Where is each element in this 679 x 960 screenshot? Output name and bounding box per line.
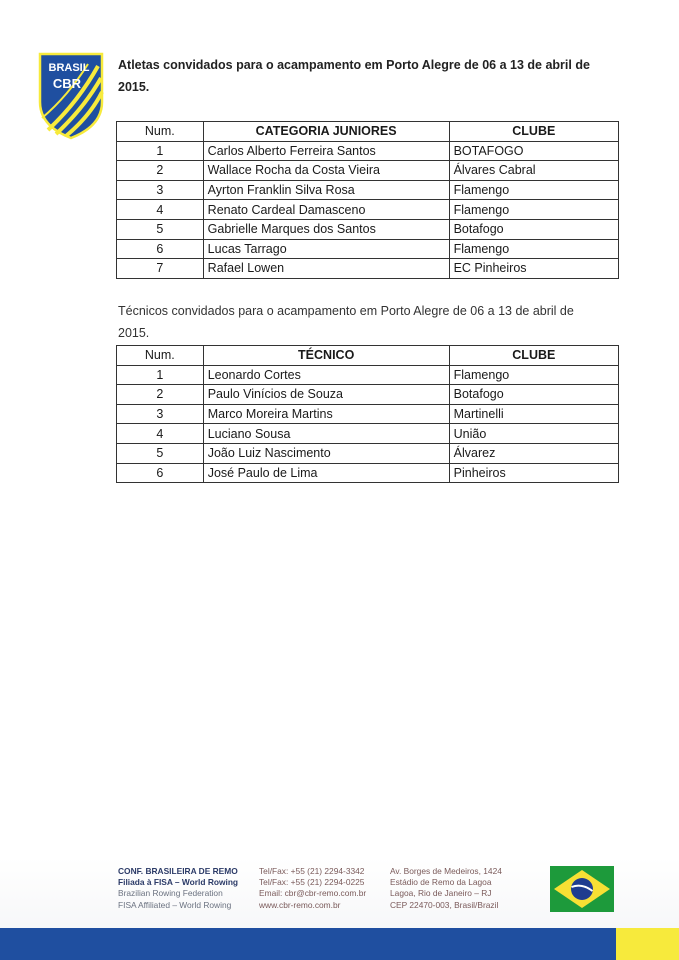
table-row: [117, 180, 619, 200]
coaches-table: [116, 345, 619, 483]
row-name: Lucas Tarrago: [203, 239, 449, 259]
table-row: [117, 200, 619, 220]
table-row: [117, 443, 619, 463]
row-club: Martinelli: [449, 404, 618, 424]
header-club: CLUBE: [449, 346, 618, 366]
footer-affiliation: Filiada à FISA – World Rowing: [118, 877, 239, 888]
row-name: Rafael Lowen: [203, 259, 449, 279]
row-name: Ayrton Franklin Silva Rosa: [203, 180, 449, 200]
row-club: Botafogo: [449, 385, 618, 405]
row-num: 6: [117, 239, 204, 259]
header-coach: TÉCNICO: [203, 346, 449, 366]
row-club: EC Pinheiros: [449, 259, 618, 279]
row-num: 5: [117, 443, 204, 463]
table-row: [117, 424, 619, 444]
row-num: 4: [117, 200, 204, 220]
row-name: Leonardo Cortes: [203, 365, 449, 385]
table-row: [117, 219, 619, 239]
table-row: [117, 463, 619, 483]
header-club: CLUBE: [449, 122, 618, 142]
row-num: 4: [117, 424, 204, 444]
athletes-table: [116, 121, 619, 279]
footer-street: Av. Borges de Medeiros, 1424: [390, 866, 502, 876]
footer-address: [390, 866, 502, 911]
row-club: Álvarez: [449, 443, 618, 463]
table-row: [117, 141, 619, 161]
row-name: Carlos Alberto Ferreira Santos: [203, 141, 449, 161]
row-club: Flamengo: [449, 239, 618, 259]
row-club: BOTAFOGO: [449, 141, 618, 161]
row-club: Flamengo: [449, 200, 618, 220]
athletes-intro: Atletas convidados para o acampamento em Porto Alegre de 06 a 13 de abril de 2015.: [118, 58, 590, 94]
row-club: Flamengo: [449, 180, 618, 200]
row-num: 3: [117, 404, 204, 424]
footer-yellow-bar: [616, 928, 679, 960]
table-header-row: [117, 122, 619, 142]
row-num: 7: [117, 259, 204, 279]
header-num: Num.: [117, 122, 204, 142]
cbr-logo: [38, 52, 104, 140]
table-row: [117, 385, 619, 405]
header-num: Num.: [117, 346, 204, 366]
footer-org-info: [118, 866, 238, 911]
footer-postcode: CEP 22470-003, Brasil/Brazil: [390, 899, 499, 910]
row-num: 6: [117, 463, 204, 483]
footer-blue-bar: [0, 928, 616, 960]
row-num: 1: [117, 365, 204, 385]
row-name: João Luiz Nascimento: [203, 443, 449, 463]
row-club: Flamengo: [449, 365, 618, 385]
row-name: Luciano Sousa: [203, 424, 449, 444]
row-name: José Paulo de Lima: [203, 463, 449, 483]
row-num: 5: [117, 219, 204, 239]
row-club: Pinheiros: [449, 463, 618, 483]
footer-org-name-en: Brazilian Rowing Federation: [118, 888, 223, 899]
row-name: Renato Cardeal Damasceno: [203, 200, 449, 220]
row-club: Botafogo: [449, 219, 618, 239]
row-club: União: [449, 424, 618, 444]
footer-affiliation-en: FISA Affiliated – World Rowing: [118, 899, 232, 910]
footer-city: Lagoa, Rio de Janeiro – RJ: [390, 888, 492, 899]
row-num: 2: [117, 385, 204, 405]
footer-email: Email: cbr@cbr-remo.com.br: [259, 888, 367, 899]
row-name: Gabrielle Marques dos Santos: [203, 219, 449, 239]
footer-phone-2: Tel/Fax: +55 (21) 2294-0225: [259, 877, 365, 888]
coaches-intro: Técnicos convidados para o acampamento em Porto Alegre de 06 a 13 de abril de 2015.: [118, 304, 574, 340]
row-name: Marco Moreira Martins: [203, 404, 449, 424]
table-row: [117, 404, 619, 424]
footer-org-name: CONF. BRASILEIRA DE REMO: [118, 866, 238, 876]
brazil-flag-icon: [550, 866, 614, 912]
footer-venue: Estádio de Remo da Lagoa: [390, 877, 492, 888]
row-club: Álvares Cabral: [449, 161, 618, 181]
row-name: Wallace Rocha da Costa Vieira: [203, 161, 449, 181]
footer-website: www.cbr-remo.com.br: [259, 899, 341, 910]
logo-acronym: CBR: [52, 76, 82, 91]
row-num: 3: [117, 180, 204, 200]
row-num: 1: [117, 141, 204, 161]
logo-country: BRASIL: [48, 62, 90, 74]
footer-contact: [259, 866, 366, 911]
table-row: [117, 161, 619, 181]
footer-phone-1: Tel/Fax: +55 (21) 2294-3342: [259, 866, 365, 876]
row-name: Paulo Vinícios de Souza: [203, 385, 449, 405]
row-num: 2: [117, 161, 204, 181]
table-row: [117, 239, 619, 259]
table-header-row: [117, 346, 619, 366]
header-category: CATEGORIA JUNIORES: [203, 122, 449, 142]
table-row: [117, 365, 619, 385]
table-row: [117, 259, 619, 279]
